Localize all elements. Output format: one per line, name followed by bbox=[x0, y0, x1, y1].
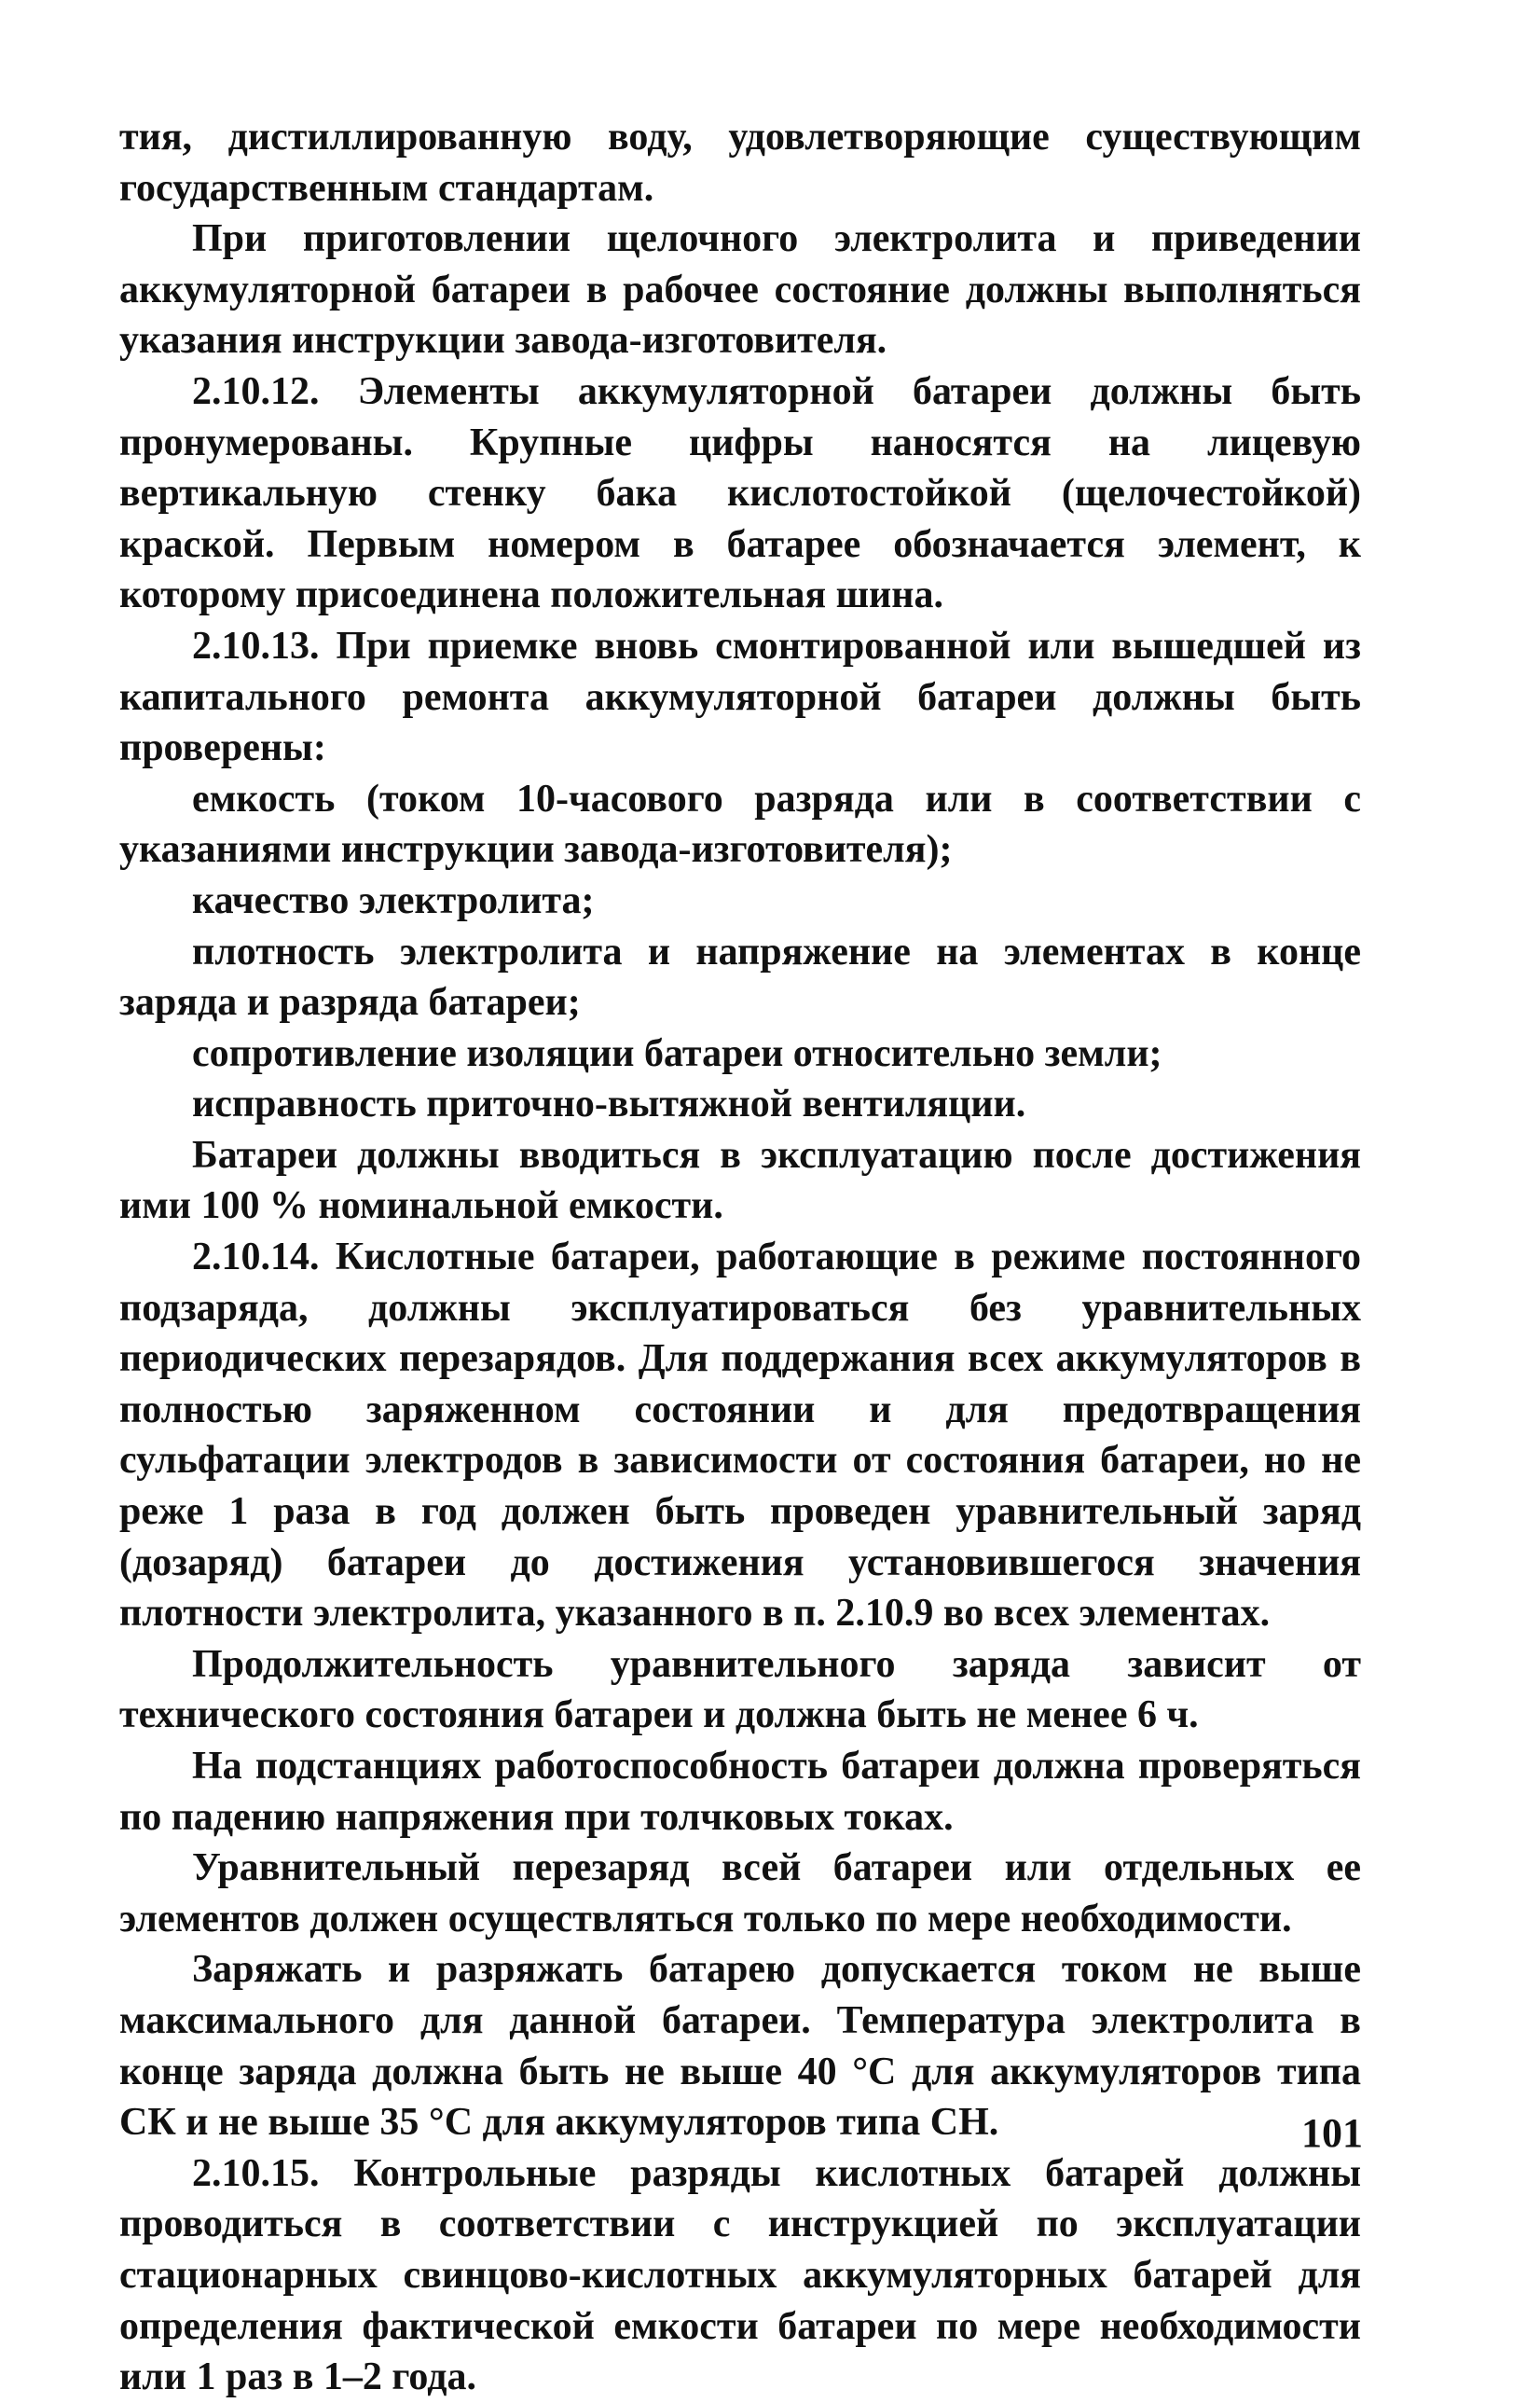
list-item: качество электролита; bbox=[192, 878, 595, 922]
section-2-10-13: 2.10.13. При приемке вновь смонтированной или вышедшей из капитального ремонта аккумуляторной батареи должны быть проверены: bbox=[119, 624, 1361, 770]
section-2-10-15: 2.10.15. Контрольные разряды кислотных батарей должны проводиться в соответствии с инструкцией по эксплуатации стационарных свинцово-кислотных аккумуляторных батарей для определения фактической емкости батареи по мере необходимости или 1 раз в 1–2 года. bbox=[119, 2151, 1361, 2399]
paragraph: Уравнительный перезаряд всей батареи или отдельных ее элементов должен осуществляться только по мере необходимости. bbox=[119, 1846, 1361, 1940]
paragraph: Батареи должны вводиться в эксплуатацию после достижения ими 100 % номинальной емкости. bbox=[119, 1133, 1361, 1228]
section-2-10-12: 2.10.12. Элементы аккумуляторной батареи должны быть пронумерованы. Крупные цифры наносятся на лицевую вертикальную стенку бака кислотостойкой (щелочестойкой) краской. Первым номером в батарее обозначается элемент, к которому присоединена положительная шина. bbox=[119, 369, 1361, 617]
section-number: 2.10.15. bbox=[192, 2151, 320, 2195]
paragraph: На подстанциях работоспособность батареи должна проверяться по падению напряжения при толчковых токах. bbox=[119, 1745, 1361, 1839]
section-number: 2.10.12. bbox=[192, 369, 320, 413]
paragraph: Продолжительность уравнительного заряда зависит от технического состояния батареи и должна быть не менее 6 ч. bbox=[119, 1642, 1361, 1737]
list-item: плотность электролита и напряжение на элементах в конце заряда и разряда батареи; bbox=[119, 930, 1361, 1025]
list-item: сопротивление изоляции батареи относительно земли; bbox=[192, 1031, 1162, 1075]
paragraph: При приготовлении щелочного электролита и приведении аккумуляторной батареи в рабочее состояние должны выполняться указания инструкции завода-изготовителя. bbox=[119, 217, 1361, 363]
paragraph-continuation: тия, дистиллированную воду, удовлетворяющие существующим государственным стандартам. bbox=[119, 116, 1361, 210]
page-number: 101 bbox=[1301, 2110, 1363, 2156]
list-item: исправность приточно-вытяжной вентиляции. bbox=[192, 1083, 1026, 1126]
section-2-10-14: 2.10.14. Кислотные батареи, работающие в режиме постоянного подзаряда, должны эксплуатироваться без уравнительных периодических перезарядов. Для поддержания всех аккумуляторов в полностью заряженном состоянии и для предотвращения сульфатации электродов в зависимости от состояния батареи, но не реже 1 раза в год должен быть проведен уравнительный заряд (дозаряд) батареи до достижения установившегося значения плотности электролита, указанного в п. 2.10.9 во всех элементах. bbox=[119, 1236, 1361, 1636]
list-item: емкость (током 10-часового разряда или в соответствии с указаниями инструкции завода-изготовителя); bbox=[119, 777, 1361, 872]
body-text bbox=[119, 112, 1361, 2403]
paragraph: Заряжать и разряжать батарею допускается током не выше максимального для данной батареи. Температура электролита в конце заряда должна быть не выше 40 °С для аккумуляторов типа СК и не выше 35 °С для аккумуляторов типа СН. bbox=[119, 1948, 1361, 2145]
section-number: 2.10.14. bbox=[192, 1236, 320, 1279]
section-number: 2.10.13. bbox=[192, 624, 320, 668]
